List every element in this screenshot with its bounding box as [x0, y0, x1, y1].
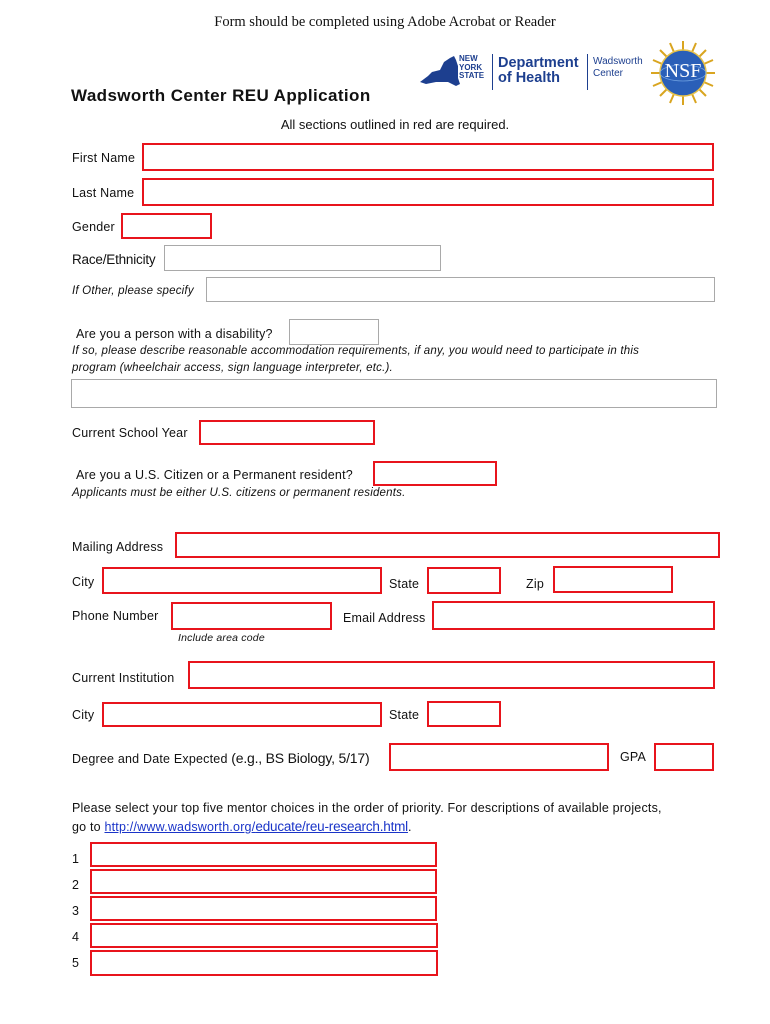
mentor-instructions-line-2 — [72, 819, 412, 834]
mentor-choice-5-field[interactable] — [90, 950, 438, 976]
nys-line-1: NEW — [459, 54, 478, 63]
institution-field[interactable] — [188, 661, 715, 689]
gpa-label: GPA — [620, 750, 647, 764]
mentor-suffix: . — [407, 820, 412, 834]
institution-city-field[interactable] — [102, 702, 382, 727]
disability-field[interactable] — [289, 319, 379, 345]
logo-divider-2 — [587, 54, 588, 90]
page-title: Wadsworth Center REU Application — [71, 86, 371, 105]
doh-line-1: Department — [498, 55, 579, 71]
race-field[interactable] — [164, 245, 441, 271]
degree-label-text: Degree and Date Expected — [72, 752, 228, 766]
mentor-choice-1-field[interactable] — [90, 842, 437, 867]
other-specify-label: If Other, please specify — [72, 285, 194, 297]
gender-field[interactable] — [121, 213, 212, 239]
mailing-address-field[interactable] — [175, 532, 720, 558]
disability-note-line-1: If so, please describe reasonable accommodation requirements, if any, you would need to participate in this — [72, 345, 640, 357]
mentor-instructions-line-1: Please select your top five mentor choices in the order of priority. For descriptions of available projects, — [72, 801, 662, 815]
institution-state-field[interactable] — [427, 701, 501, 727]
nsf-label: NSF — [664, 60, 702, 82]
degree-label — [72, 750, 369, 766]
city-label: City — [72, 575, 95, 589]
gender-label: Gender — [72, 220, 115, 234]
wadsworth-logo-text — [593, 56, 643, 80]
phone-field[interactable] — [171, 602, 332, 630]
email-field[interactable] — [432, 601, 715, 630]
citizen-note: Applicants must be either U.S. citizens or permanent residents. — [72, 487, 406, 499]
school-year-label: Current School Year — [72, 426, 188, 440]
zip-field[interactable] — [553, 566, 673, 593]
mentor-number-1: 1 — [72, 852, 80, 866]
citizen-field[interactable] — [373, 461, 497, 486]
last-name-label: Last Name — [72, 186, 135, 200]
mentor-number-3: 3 — [72, 904, 80, 918]
city-field[interactable] — [102, 567, 382, 594]
mentor-choice-3-field[interactable] — [90, 896, 437, 921]
mentor-choice-2-field[interactable] — [90, 869, 437, 894]
disability-label: Are you a person with a disability? — [76, 327, 273, 341]
mentor-number-2: 2 — [72, 878, 80, 892]
wadsworth-line-2: Center — [593, 68, 624, 79]
race-label: Race/Ethnicity — [72, 252, 156, 267]
school-year-field[interactable] — [199, 420, 375, 445]
reu-link-part-b: educate/reu-research.html — [255, 819, 408, 834]
zip-label: Zip — [526, 577, 544, 591]
institution-state-label: State — [389, 708, 420, 722]
mentor-prefix: go to — [72, 820, 105, 834]
nys-logo-text — [459, 55, 484, 81]
last-name-field[interactable] — [142, 178, 714, 206]
mentor-number-4: 4 — [72, 930, 80, 944]
nys-line-3: STATE — [459, 71, 485, 80]
reu-research-link[interactable] — [104, 820, 407, 834]
nys-line-2: YORK — [459, 62, 483, 72]
first-name-label: First Name — [72, 151, 136, 165]
accommodation-field[interactable] — [71, 379, 717, 408]
form-instruction-banner: Form should be completed using Adobe Acrobat or Reader — [214, 14, 556, 30]
email-label: Email Address — [343, 611, 426, 625]
disability-note-line-2: program (wheelchair access, sign language interpreter, etc.). — [72, 362, 393, 374]
degree-field[interactable] — [389, 743, 609, 771]
required-note: All sections outlined in red are required. — [280, 117, 510, 132]
doh-line-2: of Health — [498, 70, 561, 86]
mentor-choice-4-field[interactable] — [90, 923, 438, 948]
phone-label: Phone Number — [72, 609, 159, 623]
logo-divider — [492, 54, 493, 90]
mentor-number-5: 5 — [72, 956, 80, 970]
state-label: State — [389, 577, 420, 591]
other-specify-field[interactable] — [206, 277, 715, 302]
state-field[interactable] — [427, 567, 501, 594]
degree-example: (e.g., BS Biology, 5/17) — [231, 750, 370, 766]
nsf-logo — [650, 40, 716, 106]
first-name-field[interactable] — [142, 143, 714, 171]
gpa-field[interactable] — [654, 743, 714, 771]
institution-label: Current Institution — [72, 671, 175, 685]
reu-link-part-a: http://www.wadsworth.org/ — [104, 820, 256, 834]
area-code-note: Include area code — [178, 632, 265, 644]
institution-city-label: City — [72, 708, 95, 722]
doh-logo-text — [498, 56, 579, 86]
mailing-address-label: Mailing Address — [72, 540, 164, 554]
wadsworth-line-1: Wadsworth — [593, 56, 643, 67]
citizen-label: Are you a U.S. Citizen or a Permanent resident? — [76, 468, 353, 482]
